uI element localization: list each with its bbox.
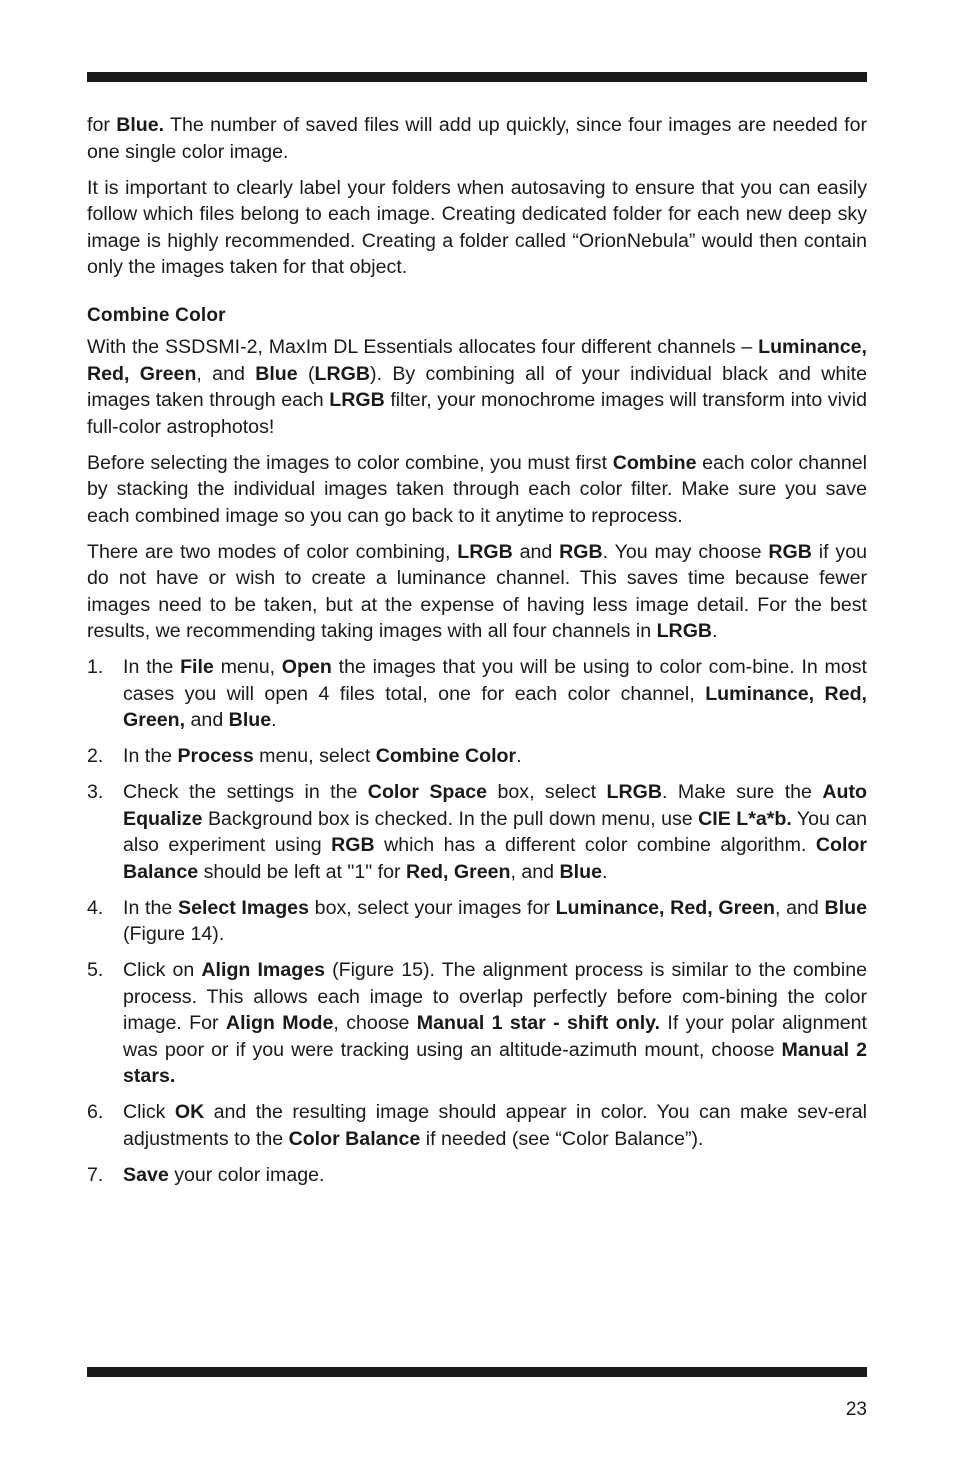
bold-term: Luminance, Red, Green [87, 336, 867, 385]
text-run: . [712, 620, 718, 642]
text-run: your color image. [168, 1163, 325, 1186]
text-run: In the [123, 896, 178, 919]
text-run: . Make sure the [662, 781, 823, 803]
text-run: In the [123, 745, 178, 767]
step-text [123, 1101, 867, 1150]
text-run: . [271, 709, 277, 731]
text-run: and [512, 540, 560, 563]
bold-term: OK [174, 1101, 205, 1123]
text-run: if needed (see “Color Balance”). [420, 1127, 704, 1150]
text-run: , choose [333, 1012, 417, 1034]
text-run: You can also experiment using [123, 807, 867, 856]
bold-term: Luminance, Red, Green [555, 896, 775, 919]
page-number: 23 [845, 1399, 867, 1420]
section-body [87, 334, 867, 645]
step-item [87, 743, 867, 770]
bold-term: File [180, 656, 214, 678]
text-run: and [185, 709, 229, 731]
page-content [87, 112, 867, 1198]
bold-term: Blue [559, 860, 602, 883]
step-item [87, 1162, 867, 1189]
intro-paragraph [87, 112, 867, 165]
bold-term: Luminance, Red, Green, [123, 682, 868, 731]
text-run: the images that you will be using to color com-bine. In most cases you will open 4 files total, one for each color channel, [123, 656, 867, 705]
bold-term: Align Mode [225, 1012, 334, 1034]
text-run: Background box is checked. In the pull down menu, use [202, 807, 699, 830]
intro-section [87, 112, 867, 281]
step-number: 3. [87, 781, 104, 803]
bold-term: Color Balance [288, 1127, 421, 1150]
text-run: . You may choose [602, 540, 769, 563]
bold-term: CIE L*a*b. [698, 807, 792, 830]
bold-term: Open [281, 656, 332, 678]
step-number: 5. [87, 959, 104, 981]
bold-term: Auto Equalize [123, 781, 867, 830]
text-run: Click on [123, 959, 202, 981]
text-run: Check the settings in the [123, 781, 368, 803]
text-run: , and [196, 362, 256, 385]
bold-term: Blue [255, 362, 298, 385]
bold-term: Combine Color [375, 745, 517, 767]
bold-term: Color Balance [123, 834, 867, 883]
text-run: , and [510, 860, 560, 883]
step-number: 4. [87, 896, 104, 919]
bold-term: Align Images [201, 959, 325, 981]
text-run: and the resulting image should appear in color. You can make sev-eral adjustments to the [123, 1101, 867, 1150]
bold-term: LRGB [457, 540, 513, 563]
step-text [123, 656, 867, 731]
bold-term: Blue [824, 896, 868, 919]
text-run: for [87, 114, 117, 136]
text-run: ( [297, 362, 315, 385]
bold-term: Combine [612, 451, 697, 474]
section-heading: Combine Color [87, 304, 226, 326]
step-number: 6. [87, 1101, 104, 1123]
bold-term: Blue. [116, 114, 165, 136]
text-run: The number of saved files will add up quickly, since four images are needed for one single color image. [87, 114, 867, 163]
text-run: In the [123, 656, 181, 678]
step-item [87, 779, 867, 885]
text-run: each color channel by stacking the individual images taken through each color filter. Make sure you save each combined image so you can go back to it anytime to reprocess. [87, 451, 867, 527]
text-run: box, select your images for [308, 896, 556, 919]
bold-term: LRGB [656, 620, 713, 642]
text-run: Click [123, 1101, 175, 1123]
text-run: box, select [487, 781, 607, 803]
step-number: 2. [87, 745, 104, 767]
text-run: If your polar alignment was poor or if you were tracking using an altitude-azimuth mount, choose [123, 1012, 868, 1061]
bold-term: LRGB [314, 362, 371, 385]
bold-term: LRGB [329, 389, 385, 411]
bold-term: RGB [559, 540, 603, 563]
step-text [123, 745, 522, 767]
bold-term: Process [177, 745, 254, 767]
body-paragraph [87, 450, 867, 530]
body-paragraph [87, 539, 867, 645]
body-paragraph [87, 334, 867, 440]
text-run: should be left at "1" for [198, 860, 406, 883]
text-run: (Figure 15). The alignment process is similar to the combine process. This allows each image to overlap perfectly before com-bining the color image. For [123, 959, 867, 1034]
text-run: ). By combining all of your individual black and white images taken through each [87, 362, 867, 411]
bold-term: Blue [228, 709, 272, 731]
text-run: Before selecting the images to color combine, you must first [87, 451, 613, 474]
text-run: There are two modes of color combining, [87, 540, 458, 563]
bottom-rule [87, 1367, 867, 1377]
step-text [123, 1164, 325, 1186]
step-item [87, 654, 867, 734]
steps-list [87, 654, 867, 1188]
text-run: . [602, 860, 608, 883]
text-run: (Figure 14). [123, 923, 225, 945]
step-item [87, 895, 867, 948]
bold-term: Save [123, 1163, 169, 1186]
step-item [87, 957, 867, 1090]
text-run: if you do not have or wish to create a luminance channel. This saves time because fewer images need to be taken, but at the expense of having less image detail. For the best results, we recommending taking images with all four channels in [87, 540, 867, 642]
text-run: With the SSDSMI-2, MaxIm DL Essentials allocates four different channels – [87, 336, 759, 358]
step-number: 7. [87, 1163, 104, 1186]
bold-term: Red, Green [405, 860, 511, 883]
text-run: It is important to clearly label your folders when autosaving to ensure that you can easily follow which files belong to each image. Creating dedicated folder for each new deep sky image is highly recommended. Creating a folder called “OrionNebula” would then contain only the images taken for that object. [87, 176, 867, 278]
step-text [123, 897, 867, 946]
step-text [123, 959, 867, 1087]
bold-term: Color Space [367, 781, 488, 803]
bold-term: Manual 2 stars. [123, 1038, 867, 1087]
step-text [123, 781, 867, 883]
text-run: menu, [213, 656, 282, 678]
text-run: which has a different color combine algorithm. [374, 834, 816, 856]
bold-term: LRGB [606, 781, 663, 803]
bold-term: RGB [768, 540, 812, 563]
top-rule [87, 72, 867, 82]
intro-paragraph [87, 175, 867, 281]
text-run: filter, your monochrome images will transform into vivid full-color astrophotos! [87, 389, 867, 438]
step-item [87, 1099, 867, 1152]
bold-term: RGB [331, 834, 375, 856]
bold-term: Select Images [178, 896, 309, 919]
bold-term: Manual 1 star - shift only. [416, 1012, 661, 1034]
text-run: , and [774, 896, 825, 919]
step-number: 1. [87, 656, 104, 678]
text-run: menu, select [253, 745, 376, 767]
text-run: . [516, 745, 522, 767]
